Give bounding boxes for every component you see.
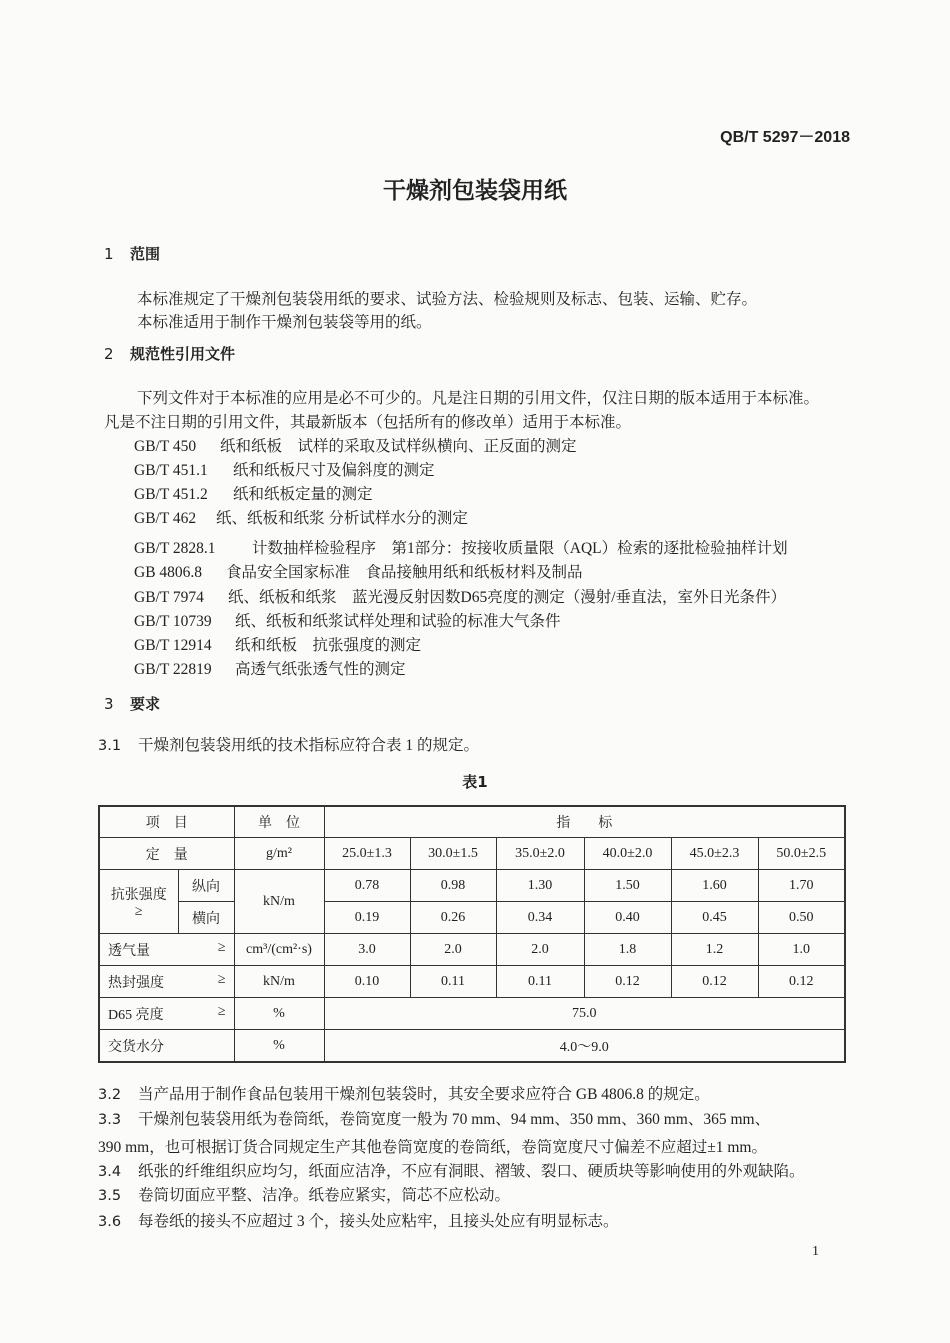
clause-3-3-line-2: 390 mm，也可根据订货合同规定生产其他卷筒宽度的卷筒纸，卷筒宽度尺寸偏差不应超过±1 mm。 <box>98 1139 767 1156</box>
header-item: 项 目 <box>99 806 234 838</box>
air-label-cell <box>99 934 234 966</box>
section-2-intro-line-2: 凡是不注日期的引用文件，其最新版本（包括所有的修改单）适用于本标准。 <box>104 414 632 431</box>
grade-cell: 25.0±1.3 <box>324 838 410 870</box>
air-label: 透气量 <box>108 943 150 959</box>
section-2-number: 2 <box>104 345 114 363</box>
cd-value: 0.34 <box>496 902 584 934</box>
clause-text: 纸张的纤维组织应均匀，纸面应洁净，不应有洞眼、褶皱、裂口、硬质块等影响使用的外观缺陷。 <box>138 1163 805 1180</box>
air-value: 1.0 <box>758 934 845 966</box>
tensile-ge: ≥ <box>134 903 143 919</box>
md-value: 0.78 <box>324 870 410 902</box>
md-value: 1.50 <box>584 870 671 902</box>
cd-value: 0.50 <box>758 902 845 934</box>
clause-number: 3.2 <box>98 1087 122 1103</box>
clause-3-4 <box>98 1159 805 1181</box>
air-value: 1.2 <box>671 934 758 966</box>
clause-number: 3.6 <box>98 1214 122 1230</box>
air-value: 3.0 <box>324 934 410 966</box>
air-value: 2.0 <box>410 934 496 966</box>
grade-cell: 40.0±2.0 <box>584 838 671 870</box>
d65-value: 75.0 <box>324 998 845 1030</box>
md-label: 纵向 <box>178 870 234 902</box>
clause-3-5 <box>98 1183 510 1205</box>
reference-title: 高透气纸张透气性的测定 <box>235 661 406 678</box>
clause-number: 3.5 <box>98 1188 122 1204</box>
reference-code: GB/T 451.1 <box>134 462 208 479</box>
air-value: 1.8 <box>584 934 671 966</box>
heat-value: 0.11 <box>410 966 496 998</box>
cd-value: 0.45 <box>671 902 758 934</box>
table-row-tensile-cd <box>99 902 845 934</box>
header-unit: 单 位 <box>234 806 324 838</box>
clause-3-6 <box>98 1209 619 1231</box>
grade-cell: 50.0±2.5 <box>758 838 845 870</box>
reference-item <box>134 560 583 582</box>
heat-unit: kN/m <box>234 966 324 998</box>
d65-ge: ≥ <box>217 1003 226 1019</box>
reference-title: 纸和纸板 试样的采取及试样纵横向、正反面的测定 <box>220 438 577 455</box>
heat-value: 0.11 <box>496 966 584 998</box>
reference-code: GB/T 462 <box>134 510 197 527</box>
reference-title: 计数抽样检验程序 第1部分：按接收质量限（AQL）检索的逐批检验抽样计划 <box>252 540 788 557</box>
clause-text: 干燥剂包装袋用纸的技术指标应符合表 1 的规定。 <box>138 737 480 754</box>
clause-text: 当产品用于制作食品包装用干燥剂包装袋时，其安全要求应符合 GB 4806.8 的规定。 <box>138 1086 710 1103</box>
reference-item <box>134 609 561 631</box>
reference-item <box>134 506 468 528</box>
reference-title: 食品安全国家标准 食品接触用纸和纸板材料及制品 <box>226 564 583 581</box>
clause-3-1 <box>98 733 479 755</box>
reference-code: GB/T 22819 <box>134 661 212 678</box>
reference-code: GB/T 451.2 <box>134 486 208 503</box>
reference-title: 纸和纸板定量的测定 <box>233 486 373 503</box>
tensile-label-cell <box>99 870 178 934</box>
air-ge: ≥ <box>217 939 226 955</box>
clause-text-line-1: 干燥剂包装袋用纸为卷筒纸，卷筒宽度一般为 70 mm、94 mm、350 mm、360 mm、365 mm、 <box>138 1111 771 1128</box>
air-value: 2.0 <box>496 934 584 966</box>
cd-value: 0.26 <box>410 902 496 934</box>
md-value: 1.30 <box>496 870 584 902</box>
reference-title: 纸、纸板和纸浆 蓝光漫反射因数D65亮度的测定（漫射/垂直法，室外日光条件） <box>228 589 787 606</box>
section-2-title: 规范性引用文件 <box>130 345 236 363</box>
table-row-heat-seal <box>99 966 845 998</box>
section-1-number: 1 <box>104 245 114 263</box>
tensile-label: 抗张强度 <box>110 887 167 903</box>
moisture-value: 4.0～9.0 <box>324 1030 845 1063</box>
reference-item <box>134 458 435 480</box>
reference-code: GB/T 10739 <box>134 613 212 630</box>
section-3-title: 要求 <box>130 695 161 713</box>
reference-item <box>134 657 406 679</box>
reference-code: GB/T 2828.1 <box>134 540 216 557</box>
reference-title: 纸和纸板尺寸及偏斜度的测定 <box>233 462 435 479</box>
section-1-title: 范围 <box>130 245 161 263</box>
heat-value: 0.12 <box>758 966 845 998</box>
section-1-paragraph-2: 本标准适用于制作干燥剂包装袋等用的纸。 <box>137 314 432 331</box>
reference-item <box>134 482 373 504</box>
basis-weight-label: 定 量 <box>99 838 234 870</box>
heat-value: 0.10 <box>324 966 410 998</box>
md-value: 0.98 <box>410 870 496 902</box>
clause-text: 卷筒切面应平整、洁净。纸卷应紧实，筒芯不应松动。 <box>138 1187 511 1204</box>
heat-value: 0.12 <box>584 966 671 998</box>
section-2-heading <box>104 343 235 364</box>
moisture-unit: % <box>234 1030 324 1063</box>
standard-code: QB/T 5297－2018 <box>720 129 850 146</box>
clause-number: 3.3 <box>98 1112 122 1128</box>
spec-table <box>98 805 846 1063</box>
d65-label-cell <box>99 998 234 1030</box>
table-row-air-permeability <box>99 934 845 966</box>
table-row-tensile-md <box>99 870 845 902</box>
clause-text: 每卷纸的接头不应超过 3 个，接头处应粘牢，且接头处应有明显标志。 <box>138 1213 619 1230</box>
grade-cell: 30.0±1.5 <box>410 838 496 870</box>
air-unit: cm³/(cm²·s) <box>234 934 324 966</box>
table-row-basis-weight <box>99 838 845 870</box>
reference-item <box>134 434 577 456</box>
d65-label: D65 亮度 <box>108 1007 164 1023</box>
page-number: 1 <box>812 1244 819 1259</box>
reference-code: GB/T 12914 <box>134 637 212 654</box>
section-2-intro-line-1: 下列文件对于本标准的应用是必不可少的。凡是注日期的引用文件，仅注日期的版本适用于本标准。 <box>137 390 820 407</box>
moisture-label: 交货水分 <box>99 1030 234 1063</box>
reference-item <box>134 585 786 607</box>
heat-label: 热封强度 <box>108 975 164 991</box>
basis-weight-unit: g/m² <box>234 838 324 870</box>
table-row-moisture <box>99 1030 845 1063</box>
table-header-row <box>99 806 845 838</box>
reference-code: GB 4806.8 <box>134 564 203 581</box>
table-caption: 表1 <box>462 773 488 791</box>
cd-value: 0.40 <box>584 902 671 934</box>
reference-item <box>134 633 421 655</box>
heat-ge: ≥ <box>217 971 226 987</box>
heat-label-cell <box>99 966 234 998</box>
reference-item <box>134 536 788 558</box>
document-title: 干燥剂包装袋用纸 <box>383 178 567 204</box>
cd-value: 0.19 <box>324 902 410 934</box>
cd-label: 横向 <box>178 902 234 934</box>
md-value: 1.70 <box>758 870 845 902</box>
reference-code: GB/T 7974 <box>134 589 204 606</box>
heat-value: 0.12 <box>671 966 758 998</box>
section-1-paragraph-1: 本标准规定了干燥剂包装袋用纸的要求、试验方法、检验规则及标志、包装、运输、贮存。 <box>137 291 758 308</box>
tensile-unit: kN/m <box>234 870 324 934</box>
reference-title: 纸、纸板和纸浆 分析试样水分的测定 <box>216 510 468 527</box>
section-3-heading <box>104 693 160 714</box>
clause-number: 3.4 <box>98 1164 122 1180</box>
reference-title: 纸、纸板和纸浆试样处理和试验的标准大气条件 <box>235 613 561 630</box>
d65-unit: % <box>234 998 324 1030</box>
md-value: 1.60 <box>671 870 758 902</box>
header-index: 指 标 <box>324 806 845 838</box>
clause-3-2 <box>98 1082 710 1104</box>
clause-3-3 <box>98 1107 770 1129</box>
section-3-number: 3 <box>104 695 114 713</box>
reference-code: GB/T 450 <box>134 438 197 455</box>
grade-cell: 35.0±2.0 <box>496 838 584 870</box>
grade-cell: 45.0±2.3 <box>671 838 758 870</box>
section-1-heading <box>104 243 160 264</box>
reference-title: 纸和纸板 抗张强度的测定 <box>235 637 422 654</box>
table-row-d65 <box>99 998 845 1030</box>
clause-number: 3.1 <box>98 738 122 754</box>
